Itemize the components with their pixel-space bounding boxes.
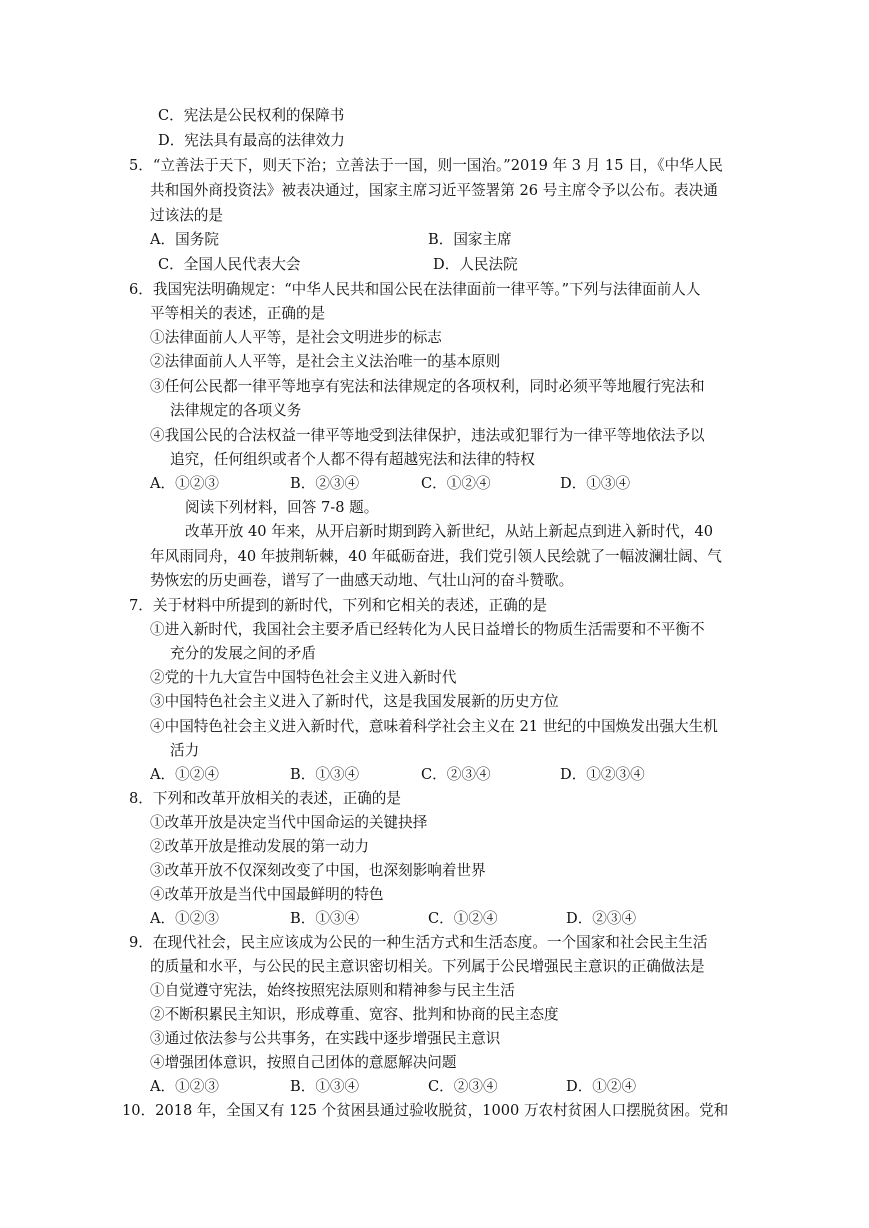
q6-option-b: B．②③④ bbox=[290, 475, 360, 492]
q7-statement-2: ②党的十九大宣告中国特色社会主义进入新时代 bbox=[150, 669, 457, 686]
q4-option-d: D．宪法具有最高的法律效力 bbox=[158, 132, 345, 149]
q9-statement-4: ④增强团体意识，按照自己团体的意愿解决问题 bbox=[150, 1054, 457, 1071]
q6-statement-3a: ③任何公民都一律平等地享有宪法和法律规定的各项权利，同时必须平等地履行宪法和 bbox=[150, 378, 705, 395]
q5-stem-line3: 过该法的是 bbox=[150, 207, 223, 224]
q7-option-b: B．①③④ bbox=[290, 766, 360, 783]
q8-statement-3: ③改革开放不仅深刻改变了中国，也深刻影响着世界 bbox=[150, 862, 486, 879]
q8-stem-line1: 8．下列和改革开放相关的表述，正确的是 bbox=[129, 790, 401, 807]
material-paragraph-line3: 势恢宏的历史画卷，谱写了一曲感天动地、气壮山河的奋斗赞歌。 bbox=[150, 572, 574, 589]
q8-statement-4: ④改革开放是当代中国最鲜明的特色 bbox=[150, 886, 384, 903]
q5-stem-line2: 共和国外商投资法》被表决通过，国家主席习近平签署第 26 号主席令予以公布。表决通 bbox=[150, 182, 718, 199]
q9-option-d: D．①②④ bbox=[566, 1078, 637, 1095]
q7-option-c: C．②③④ bbox=[421, 766, 491, 783]
q8-option-c: C．①②④ bbox=[428, 910, 498, 927]
material-intro: 阅读下列材料，回答 7-8 题。 bbox=[185, 499, 379, 516]
q6-stem-line2: 平等相关的表述，正确的是 bbox=[150, 305, 326, 322]
q8-option-b: B．①③④ bbox=[290, 910, 360, 927]
q9-statement-2: ②不断积累民主知识，形成尊重、宽容、批判和协商的民主态度 bbox=[150, 1006, 559, 1023]
q6-statement-4b: 追究，任何组织或者个人都不得有超越宪法和法律的特权 bbox=[170, 451, 535, 468]
q9-option-b: B．①③④ bbox=[290, 1078, 360, 1095]
q10-stem-line1: 10．2018 年，全国又有 125 个贫困县通过验收脱贫，1000 万农村贫困人口摆脱贫困。党和 bbox=[122, 1102, 729, 1119]
q9-stem-line2: 的质量和水平，与公民的民主意识密切相关。下列属于公民增强民主意识的正确做法是 bbox=[150, 958, 705, 975]
q6-option-c: C．①②④ bbox=[421, 475, 491, 492]
q8-statement-1: ①改革开放是决定当代中国命运的关键抉择 bbox=[150, 814, 428, 831]
q9-statement-1: ①自觉遵守宪法，始终按照宪法原则和精神参与民主生活 bbox=[150, 982, 515, 999]
q7-stem-line1: 7．关于材料中所提到的新时代，下列和它相关的表述，正确的是 bbox=[129, 597, 547, 614]
q5-option-b: B．国家主席 bbox=[428, 231, 512, 248]
q6-statement-2: ②法律面前人人平等，是社会主义法治唯一的基本原则 bbox=[150, 353, 501, 370]
q5-option-d: D．人民法院 bbox=[433, 256, 518, 273]
q6-statement-1: ①法律面前人人平等，是社会文明进步的标志 bbox=[150, 329, 442, 346]
q9-stem-line1: 9．在现代社会，民主应该成为公民的一种生活方式和生活态度。一个国家和社会民主生活 bbox=[129, 934, 708, 951]
q9-option-c: C．②③④ bbox=[428, 1078, 498, 1095]
q7-statement-4b: 活力 bbox=[170, 742, 200, 759]
q5-option-a: A．国务院 bbox=[150, 231, 219, 248]
q8-statement-2: ②改革开放是推动发展的第一动力 bbox=[150, 838, 369, 855]
q7-statement-3: ③中国特色社会主义进入了新时代，这是我国发展新的历史方位 bbox=[150, 693, 559, 710]
q8-option-d: D．②③④ bbox=[566, 910, 637, 927]
q7-statement-1a: ①进入新时代，我国社会主要矛盾已经转化为人民日益增长的物质生活需要和不平衡不 bbox=[150, 621, 705, 638]
q6-statement-4a: ④我国公民的合法权益一律平等地受到法律保护，违法或犯罪行为一律平等地依法予以 bbox=[150, 427, 705, 444]
q9-option-a: A．①②③ bbox=[150, 1078, 219, 1095]
q6-stem-line1: 6．我国宪法明确规定：“中华人民共和国公民在法律面前一律平等。”下列与法律面前人人 bbox=[129, 281, 701, 298]
q6-option-d: D．①③④ bbox=[560, 475, 631, 492]
material-paragraph-line2: 年风雨同舟，40 年披荆斩棘，40 年砥砺奋进，我们党引领人民绘就了一幅波澜壮阔、气 bbox=[150, 548, 722, 565]
q7-statement-4a: ④中国特色社会主义进入新时代，意味着科学社会主义在 21 世纪的中国焕发出强大生机 bbox=[150, 718, 718, 735]
q5-option-c: C．全国人民代表大会 bbox=[158, 256, 301, 273]
q5-stem-line1: 5．“立善法于天下，则天下治；立善法于一国，则一国治。”2019 年 3 月 15 日，《中华人民 bbox=[129, 157, 723, 174]
material-paragraph-line1: 改革开放 40 年来，从开启新时期到跨入新世纪，从站上新起点到进入新时代，40 bbox=[185, 523, 714, 540]
q6-option-a: A．①②③ bbox=[150, 475, 219, 492]
q4-option-c: C．宪法是公民权利的保障书 bbox=[158, 107, 345, 124]
q6-statement-3b: 法律规定的各项义务 bbox=[170, 402, 302, 419]
q7-statement-1b: 充分的发展之间的矛盾 bbox=[170, 645, 316, 662]
q9-statement-3: ③通过依法参与公共事务，在实践中逐步增强民主意识 bbox=[150, 1030, 501, 1047]
q7-option-d: D．①②③④ bbox=[560, 766, 645, 783]
q7-option-a: A．①②④ bbox=[150, 766, 219, 783]
q8-option-a: A．①②③ bbox=[150, 910, 219, 927]
